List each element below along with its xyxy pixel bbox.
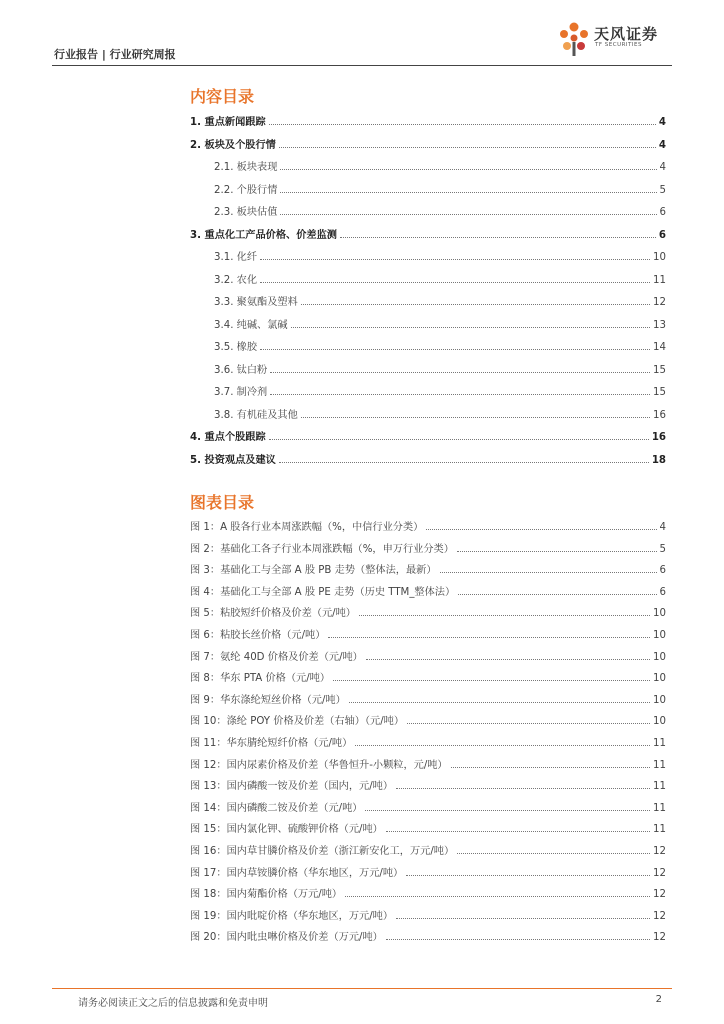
figure-entry-label: 图 20：国内吡虫啉价格及价差（万元/吨） — [190, 932, 383, 944]
toc-entry[interactable] — [190, 292, 666, 308]
figure-entry-label: 图 2：基础化工各子行业本周涨跌幅（%，申万行业分类） — [190, 543, 454, 555]
toc-entry-label: 2.1. 板块表现 — [214, 162, 278, 173]
toc-entry[interactable] — [190, 315, 666, 331]
figure-entry[interactable] — [190, 776, 666, 792]
dot-leader — [359, 614, 650, 616]
toc-entry-page: 4 — [658, 117, 666, 128]
dot-leader — [340, 236, 656, 238]
figure-entry-page: 10 — [653, 673, 666, 685]
figure-entry-label: 图 19：国内吡啶价格（华东地区，万元/吨） — [190, 910, 394, 922]
dot-leader — [328, 636, 650, 638]
figure-entry-label: 图 3：基础化工与全部 A 股 PB 走势（整体法，最新） — [190, 565, 437, 577]
dot-leader — [270, 393, 650, 395]
toc-entry-label: 5. 投资观点及建议 — [190, 454, 276, 466]
toc-entry-label: 3.4. 纯碱、氯碱 — [214, 319, 288, 331]
toc-entry-page: 6 — [659, 207, 666, 218]
dot-leader — [260, 281, 650, 283]
figure-entry-page: 6 — [659, 565, 666, 577]
figure-entry-page: 11 — [653, 824, 666, 836]
dot-leader — [345, 895, 650, 897]
toc-entry-page: 11 — [653, 274, 666, 286]
dot-leader — [451, 766, 650, 768]
figure-entry-label: 图 1：A 股各行业本周涨跌幅（%，中信行业分类） — [190, 522, 424, 533]
toc-entry-label: 3.5. 橡胶 — [214, 342, 258, 353]
toc-entry-page: 4 — [658, 139, 666, 151]
figure-entry-label: 图 16：国内草甘膦价格及价差（浙江新安化工，万元/吨） — [190, 846, 455, 857]
toc-entry[interactable] — [190, 427, 666, 443]
page-number: 2 — [655, 994, 662, 1005]
figures-title: 图表目录 — [190, 493, 255, 512]
dot-leader — [269, 438, 649, 440]
dot-leader — [260, 348, 650, 350]
figure-entry[interactable] — [190, 906, 666, 922]
dot-leader — [426, 528, 656, 530]
toc-entry-page: 13 — [653, 319, 666, 331]
toc-entry-label: 3.6. 钛白粉 — [214, 364, 268, 376]
figure-entry-page: 10 — [653, 608, 666, 620]
figure-entry[interactable] — [190, 863, 666, 879]
toc-entry-label: 3.3. 聚氨酯及塑料 — [214, 297, 298, 308]
figure-entry-label: 图 14：国内磷酸二铵及价差（元/吨） — [190, 802, 363, 814]
toc-entry-page: 6 — [658, 229, 666, 241]
figure-entry[interactable] — [190, 603, 666, 619]
figure-entry-label: 图 7：氨纶 40D 价格及价差（元/吨） — [190, 651, 363, 663]
figure-entry-page: 11 — [653, 802, 666, 814]
figure-entry-page: 4 — [659, 522, 666, 533]
figure-entry-page: 12 — [653, 867, 666, 879]
toc-entry[interactable] — [190, 450, 666, 466]
dot-leader — [260, 258, 650, 260]
figure-entry-page: 10 — [653, 694, 666, 706]
toc-entry[interactable] — [190, 382, 666, 398]
figure-entry-page: 10 — [653, 716, 666, 728]
dot-leader — [396, 917, 650, 919]
toc-entry[interactable] — [190, 202, 666, 218]
figure-entry-label: 图 8：华东 PTA 价格（元/吨） — [190, 673, 331, 685]
figure-entry[interactable] — [190, 668, 666, 684]
toc-entry-page: 10 — [653, 252, 666, 263]
figure-entry[interactable] — [190, 819, 666, 835]
figure-entry[interactable] — [190, 733, 666, 749]
dot-leader — [280, 213, 656, 215]
figure-entry[interactable] — [190, 927, 666, 943]
figure-entry[interactable] — [190, 560, 666, 576]
toc-entry-page: 5 — [659, 184, 666, 196]
figure-entry[interactable] — [190, 582, 666, 598]
toc-entry[interactable] — [190, 360, 666, 376]
report-type-label: 行业报告 | 行业研究周报 — [54, 48, 176, 61]
toc-entry-label: 2.3. 板块估值 — [214, 207, 278, 218]
figure-entry-label: 图 17：国内草铵膦价格（华东地区，万元/吨） — [190, 867, 404, 879]
dot-leader — [301, 416, 650, 418]
figure-entry-page: 11 — [653, 738, 666, 749]
figure-entry-label: 图 18：国内菊酯价格（万元/吨） — [190, 889, 343, 901]
toc-entry[interactable] — [190, 405, 666, 421]
toc-entry-label: 3. 重点化工产品价格、价差监测 — [190, 229, 337, 241]
figure-entry-page: 6 — [659, 586, 666, 598]
footer-divider — [52, 988, 672, 989]
figure-entry[interactable] — [190, 690, 666, 706]
dot-leader — [365, 809, 650, 811]
dot-leader — [406, 874, 650, 876]
dot-leader — [349, 701, 650, 703]
toc-entry-page: 15 — [653, 387, 666, 398]
dot-leader — [440, 571, 657, 573]
figure-entry-page: 12 — [653, 889, 666, 901]
dot-leader — [301, 303, 650, 305]
toc-entry-label: 4. 重点个股跟踪 — [190, 432, 266, 443]
dot-leader — [355, 744, 650, 746]
figure-entry[interactable] — [190, 798, 666, 814]
figure-entry-label: 图 11：华东腈纶短纤价格（元/吨） — [190, 738, 353, 749]
dot-leader — [280, 168, 656, 170]
toc-entry-label: 3.8. 有机硅及其他 — [214, 409, 298, 421]
header-divider — [52, 65, 672, 66]
logo-subtitle: TF SECURITIES — [595, 42, 642, 48]
figure-entry-label: 图 5：粘胶短纤价格及价差（元/吨） — [190, 608, 356, 620]
dot-leader — [270, 371, 650, 373]
dot-leader — [396, 787, 650, 789]
toc-entry-label: 2.2. 个股行情 — [214, 184, 278, 196]
toc-entry-page: 12 — [653, 297, 666, 308]
dot-leader — [280, 191, 656, 193]
figure-entry-page: 10 — [653, 651, 666, 663]
toc-entry[interactable] — [190, 247, 666, 263]
logo-name: 天风证券 — [594, 25, 659, 43]
toc-entry-page: 4 — [659, 162, 666, 173]
figure-entry-label: 图 12：国内尿素价格及价差（华鲁恒升-小颗粒，元/吨） — [190, 759, 448, 771]
figure-entry-page: 10 — [653, 630, 666, 641]
figure-entry[interactable] — [190, 841, 666, 857]
toc-title: 内容目录 — [190, 87, 255, 106]
flower-logo-icon — [556, 20, 592, 60]
toc-entry-page: 18 — [651, 454, 666, 466]
toc-entry-label: 1. 重点新闻跟踪 — [190, 117, 266, 128]
dot-leader — [269, 123, 656, 125]
figure-entry[interactable] — [190, 711, 666, 727]
toc-entry[interactable] — [190, 337, 666, 353]
toc-entry-page: 16 — [653, 409, 666, 421]
figure-entry-label: 图 6：粘胶长丝价格（元/吨） — [190, 630, 326, 641]
figure-entry-label: 图 4：基础化工与全部 A 股 PE 走势（历史 TTM_整体法） — [190, 586, 456, 598]
dot-leader — [386, 938, 650, 940]
toc-entry[interactable] — [190, 270, 666, 286]
figure-entry[interactable] — [190, 517, 666, 533]
toc-entry-label: 3.1. 化纤 — [214, 252, 258, 263]
dot-leader — [457, 550, 657, 552]
dot-leader — [366, 658, 650, 660]
figure-entry-label: 图 13：国内磷酸一铵及价差（国内，元/吨） — [190, 781, 394, 793]
toc-entry-page: 14 — [653, 342, 666, 353]
figure-entry-page: 11 — [653, 759, 666, 771]
figure-entry-page: 12 — [653, 910, 666, 922]
dot-leader — [279, 146, 656, 148]
dot-leader — [407, 722, 650, 724]
toc-entry[interactable] — [190, 157, 666, 173]
toc-entry-page: 16 — [651, 432, 666, 443]
figure-entry[interactable] — [190, 625, 666, 641]
figure-entry-label: 图 15：国内氯化钾、硫酸钾价格（元/吨） — [190, 824, 383, 836]
figure-entry[interactable] — [190, 539, 666, 555]
figure-entry-label: 图 9：华东涤纶短丝价格（元/吨） — [190, 694, 346, 706]
figure-entry-page: 12 — [653, 846, 666, 857]
toc-entry-label: 2. 板块及个股行情 — [190, 139, 276, 151]
toc-entry-label: 3.7. 制冷剂 — [214, 387, 268, 398]
toc-entry-label: 3.2. 农化 — [214, 274, 258, 286]
dot-leader — [386, 830, 650, 832]
figure-entry-page: 5 — [659, 543, 666, 555]
dot-leader — [457, 852, 650, 854]
footer-disclaimer: 请务必阅读正文之后的信息披露和免责申明 — [78, 998, 268, 1009]
toc-entry[interactable] — [190, 225, 666, 241]
figure-entry[interactable] — [190, 884, 666, 900]
toc-entry[interactable] — [190, 112, 666, 128]
dot-leader — [458, 593, 656, 595]
figure-entry-page: 12 — [653, 932, 666, 944]
toc-entry[interactable] — [190, 180, 666, 196]
figure-entry-label: 图 10：涤纶 POY 价格及价差（右轴）（元/吨） — [190, 716, 405, 728]
toc-entry-page: 15 — [653, 364, 666, 376]
dot-leader — [279, 461, 649, 463]
dot-leader — [333, 679, 650, 681]
company-logo — [556, 20, 672, 60]
dot-leader — [291, 326, 650, 328]
figure-entry[interactable] — [190, 647, 666, 663]
page-header — [52, 25, 672, 66]
figure-entry-page: 11 — [653, 781, 666, 793]
toc-entry[interactable] — [190, 135, 666, 151]
figure-entry[interactable] — [190, 755, 666, 771]
